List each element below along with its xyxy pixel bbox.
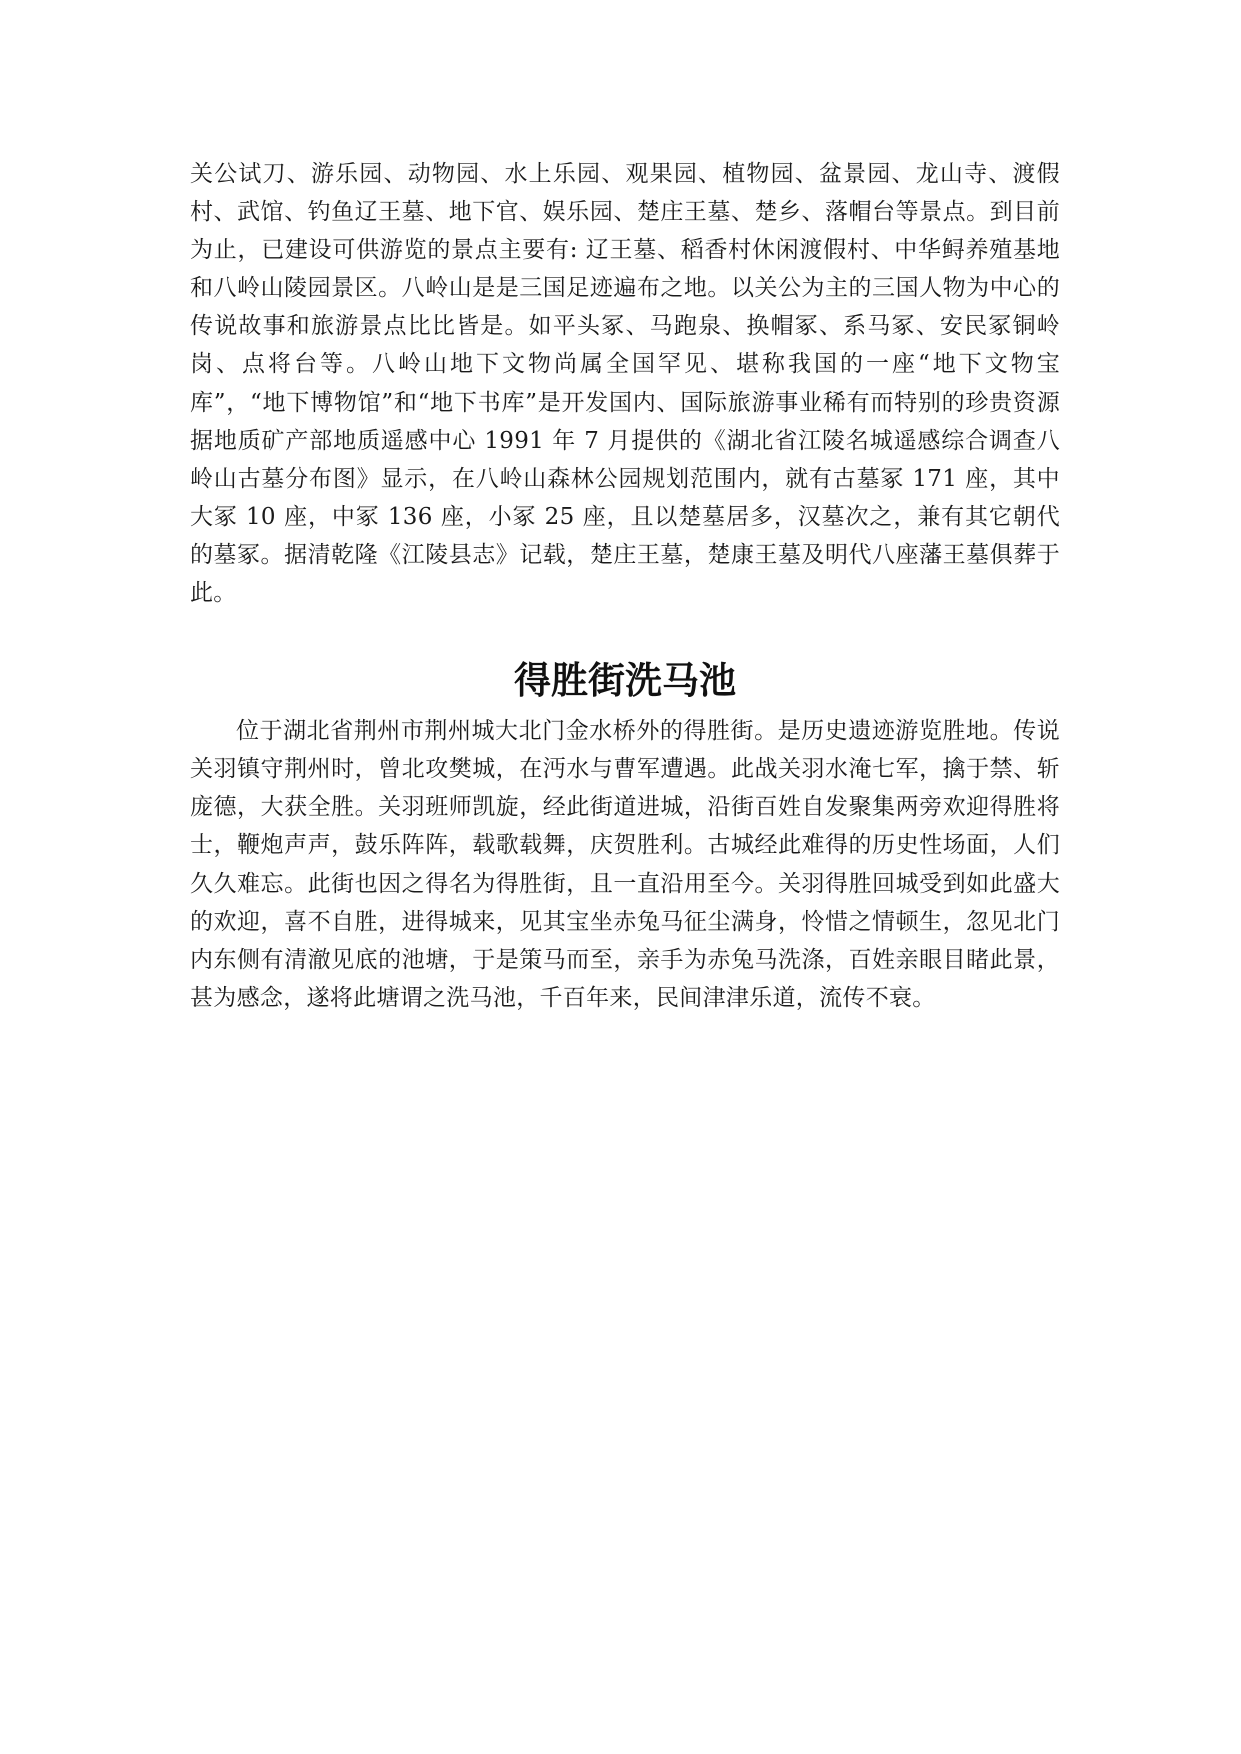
continued-paragraph: 关公试刀、游乐园、动物园、水上乐园、观果园、植物园、盆景园、龙山寺、渡假村、武馆、钓鱼辽王墓、地下官、娱乐园、楚庄王墓、楚乡、落帽台等景点。到目前为止，已建设可供游览的景点主要有: 辽王墓、稻香村休闲渡假村、中华鲟养殖基地和八岭山陵园景区。八岭山是是三国足迹遍布之地。以关公为主的三国人物为中心的传说故事和旅游景点比比皆是。如平头冢、马跑泉、换帽冢、系马冢、安民冢铜岭岗、点将台等。八岭山地下文物尚属全国罕见、堪称我国的一座“地下文物宝库”，“地下博物馆”和“地下书库”是开发国内、国际旅游事业稀有而特别的珍贵资源据地质矿产部地质遥感中心 1991 年 7 月提供的《湖北省江陵名城遥感综合调查八岭山古墓分布图》显示，在八岭山森林公园规划范围内，就有古墓冢 171 座，其中大冢 10 座，中冢 136 座，小冢 25 座，且以楚墓居多，汉墓次之，兼有其它朝代的墓冢。据清乾隆《江陵县志》记载，楚庄王墓，楚康王墓及明代八座藩王墓俱葬于此。: [190, 161, 1060, 607]
section-paragraph: 位于湖北省荆州市荆州城大北门金水桥外的得胜街。是历史遗迹游览胜地。传说关羽镇守荆州时，曾北攻樊城，在沔水与曹军遭遇。此战关羽水淹七军，擒于禁、斩庞德，大获全胜。关羽班师凯旋，经此街道进城，沿街百姓自发聚集两旁欢迎得胜将士，鞭炮声声，鼓乐阵阵，载歌载舞，庆贺胜利。古城经此难得的历史性场面，人们久久难忘。此街也因之得名为得胜街，且一直沿用至今。关羽得胜回城受到如此盛大的欢迎，喜不自胜，进得城来，见其宝坐赤兔马征尘满身，怜惜之情顿生，忽见北门内东侧有清澈见底的池塘，于是策马而至，亲手为赤兔马洗涤，百姓亲眼目睹此景，甚为感念，遂将此塘谓之洗马池，千百年来，民间津津乐道，流传不衰。: [190, 718, 1060, 1011]
section-title: 得胜街洗马池: [514, 659, 736, 703]
document-body: [190, 155, 1060, 1017]
